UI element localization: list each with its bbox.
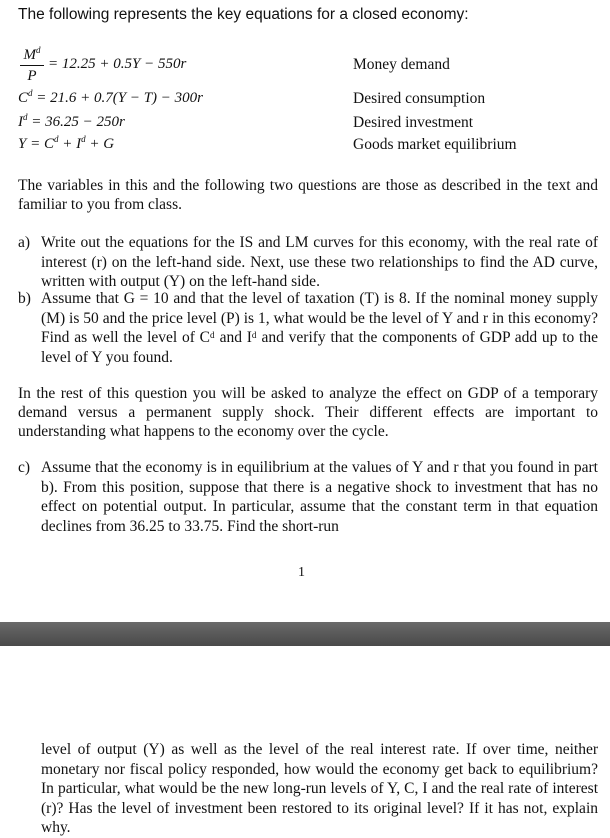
eq3-label: Desired investment xyxy=(353,114,474,131)
equation-money-demand xyxy=(18,46,598,86)
page-number: 1 xyxy=(298,565,305,580)
equation-goods-market xyxy=(18,136,598,158)
question-c-text-part2: level of output (Y) as well as the level of the real interest rate. If over time, neither monetary nor fiscal policy responded, how would the economy get back to equilibrium? In particular, what would be the new long-run levels of Y, C, I and the real rate of interest (r)? Has the level of investment been restored to its original level? If it has not, explain why. xyxy=(41,741,598,836)
eq3-expression: $I^d = 36.25 - 250r$ xyxy=(18,112,125,130)
question-b xyxy=(18,289,598,367)
question-c-part2 xyxy=(18,740,598,838)
question-a-letter: a) xyxy=(18,234,31,251)
question-a-text: Write out the equations for the IS and LM curves for this economy, with the real rate of interest (r) on the left-hand side. Next, use these two relationships to find the AD curve, written with output (Y) on the left-hand side. xyxy=(41,234,598,290)
eq1-label: Money demand xyxy=(353,56,450,73)
page-break-divider xyxy=(0,622,610,646)
question-c-text-part1: Assume that the economy is in equilibrium at the values of Y and r that you found in part b). From this position, suppose that there is a negative shock to investment that has no effect on potential output. In particular, assume that the constant term in that equation declines from 36.25 to 33.75. Find the short-run xyxy=(41,459,598,535)
eq1-rhs: = 12.25 + 0.5Y − 550r xyxy=(48,56,187,72)
eq2-label: Desired consumption xyxy=(353,90,486,107)
question-b-text: Assume that G = 10 and that the level of taxation (T) is 8. If the nominal money supply (M) is 50 and the price level (P) is 1, what would be the level of Y and r in this economy? Find as well the level of Cᵈ and Iᵈ and verify that the components of GDP add up to the level of Y you found. xyxy=(41,290,598,366)
rest-note: In the rest of this question you will be asked to analyze the effect on GDP of a temporary demand versus a permanent supply shock. Their different effects are important to understanding what happens to the economy over the cycle. xyxy=(18,385,598,440)
equation-consumption xyxy=(18,90,598,112)
equation-investment xyxy=(18,114,598,136)
page-2 xyxy=(0,646,610,835)
eq2-expression: $C^d = 21.6 + 0.7(Y - T) - 300r$ xyxy=(18,88,204,106)
eq4-expression: $Y = C^d + I^d + G$ xyxy=(18,134,115,152)
eq1-numerator: M xyxy=(23,47,36,63)
question-b-letter: b) xyxy=(18,290,31,307)
variables-note: The variables in this and the following two questions are those as described in the text and familiar to you from class. xyxy=(18,177,598,213)
eq4-label: Goods market equilibrium xyxy=(353,136,517,153)
question-a xyxy=(18,233,598,292)
fraction-md-over-p: $M^d$ P xyxy=(18,46,46,85)
question-c-part1 xyxy=(18,458,598,536)
intro-text: The following represents the key equations for a closed economy: xyxy=(18,6,469,23)
eq1-denominator: P xyxy=(27,68,37,84)
question-c-letter: c) xyxy=(18,459,31,476)
